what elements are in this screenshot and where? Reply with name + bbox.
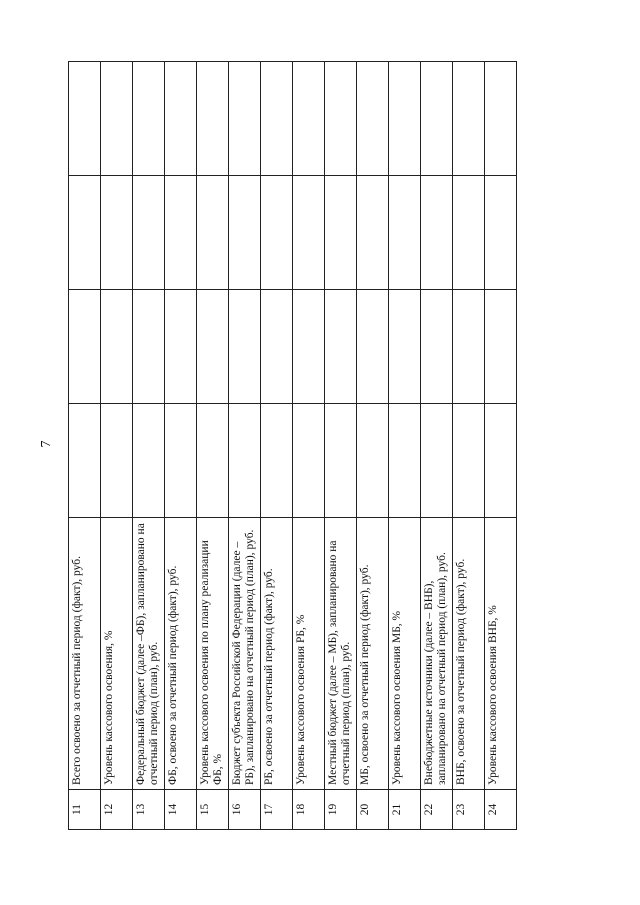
table-container [68,62,578,830]
empty-cell [197,290,229,404]
empty-cell [133,176,165,290]
empty-cell [389,290,421,404]
empty-cell [293,290,325,404]
row-number: 22 [421,790,453,830]
table-row [389,62,421,830]
empty-cell [325,176,357,290]
empty-cell [229,404,261,518]
empty-cell [101,176,133,290]
empty-cell [357,62,389,176]
row-number: 21 [389,790,421,830]
empty-cell [261,62,293,176]
row-label: Бюджет субъекта Российской Федерации (далее – РБ), запланировано на отчетный период (план), руб. [229,518,261,790]
empty-cell [421,404,453,518]
table-row [101,62,133,830]
empty-cell [165,290,197,404]
row-number: 11 [69,790,101,830]
row-number: 20 [357,790,389,830]
empty-cell [101,290,133,404]
row-number: 24 [485,790,517,830]
empty-cell [293,62,325,176]
table-row [165,62,197,830]
row-label: ФБ, освоено за отчетный период (факт), руб. [165,518,197,790]
row-number: 12 [101,790,133,830]
empty-cell [293,404,325,518]
row-label: Уровень кассового освоения РБ, % [293,518,325,790]
empty-cell [261,404,293,518]
row-label: Местный бюджет (далее – МБ), запланировано на отчетный период (план), руб. [325,518,357,790]
empty-cell [453,290,485,404]
table-row [197,62,229,830]
row-label: Уровень кассового освоения, % [101,518,133,790]
empty-cell [261,176,293,290]
table-row [293,62,325,830]
empty-cell [69,290,101,404]
empty-cell [197,62,229,176]
empty-cell [421,290,453,404]
empty-cell [229,62,261,176]
table-row [325,62,357,830]
empty-cell [325,62,357,176]
empty-cell [165,404,197,518]
row-number: 17 [261,790,293,830]
empty-cell [69,176,101,290]
empty-cell [389,404,421,518]
empty-cell [133,404,165,518]
row-number: 13 [133,790,165,830]
table-row [453,62,485,830]
row-label: МБ, освоено за отчетный период (факт), руб. [357,518,389,790]
empty-cell [389,176,421,290]
row-number: 14 [165,790,197,830]
table-row [485,62,517,830]
empty-cell [453,404,485,518]
empty-cell [389,62,421,176]
row-label: ВНБ, освоено за отчетный период (факт), руб. [453,518,485,790]
empty-cell [357,176,389,290]
table-row [133,62,165,830]
empty-cell [325,404,357,518]
row-label: Уровень кассового освоения ВНБ, % [485,518,517,790]
empty-cell [197,176,229,290]
empty-cell [421,62,453,176]
table-row [69,62,101,830]
empty-cell [453,62,485,176]
row-label: Федеральный бюджет (далее –ФБ), запланировано на отчетный период (план), руб. [133,518,165,790]
empty-cell [69,404,101,518]
empty-cell [485,290,517,404]
empty-cell [485,62,517,176]
empty-cell [357,404,389,518]
row-label: Уровень кассового освоения по плану реализации ФБ, % [197,518,229,790]
row-label: Внебюджетные источники (далее – ВНБ), запланировано на отчетный период (план), руб. [421,518,453,790]
empty-cell [133,62,165,176]
table-row [229,62,261,830]
data-table [68,61,517,830]
row-label: РБ, освоено за отчетный период (факт), руб. [261,518,293,790]
empty-cell [165,176,197,290]
page-number: 7 [39,440,54,448]
empty-cell [421,176,453,290]
table-row [421,62,453,830]
empty-cell [229,290,261,404]
empty-cell [261,290,293,404]
row-number: 19 [325,790,357,830]
empty-cell [325,290,357,404]
empty-cell [485,404,517,518]
empty-cell [453,176,485,290]
row-number: 16 [229,790,261,830]
empty-cell [293,176,325,290]
table-row [357,62,389,830]
empty-cell [101,404,133,518]
row-label: Всего освоено за отчетный период (факт), руб. [69,518,101,790]
empty-cell [197,404,229,518]
empty-cell [101,62,133,176]
empty-cell [485,176,517,290]
row-number: 18 [293,790,325,830]
row-number: 23 [453,790,485,830]
row-number: 15 [197,790,229,830]
empty-cell [133,290,165,404]
empty-cell [165,62,197,176]
row-label: Уровень кассового освоения МБ, % [389,518,421,790]
empty-cell [229,176,261,290]
table-row [261,62,293,830]
empty-cell [357,290,389,404]
empty-cell [69,62,101,176]
